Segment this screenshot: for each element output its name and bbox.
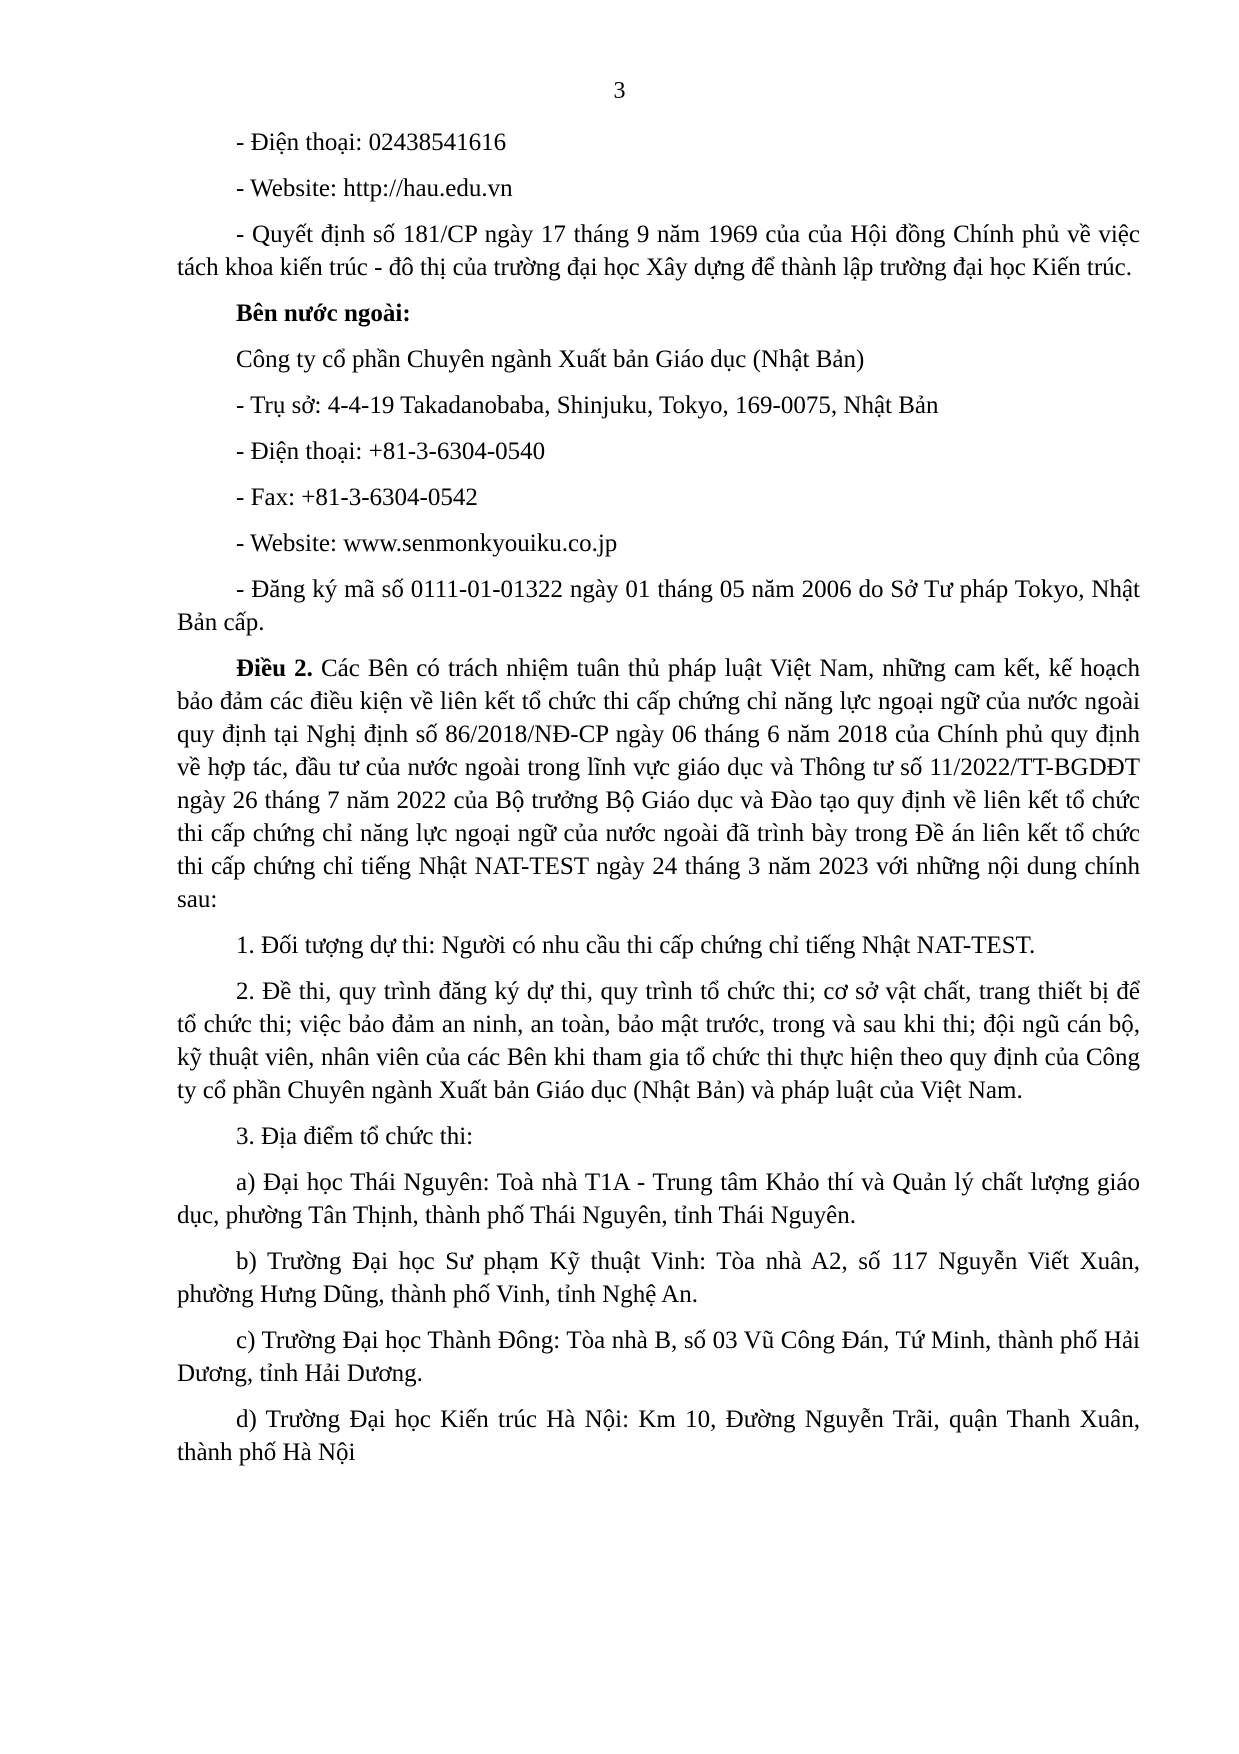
article-2-text: Các Bên có trách nhiệm tuân thủ pháp luật Việt Nam, những cam kết, kế hoạch bảo đảm các điều kiện về liên kết tổ chức thi cấp chứng chỉ năng lực ngoại ngữ của nước ngoài quy định tại Nghị định số 86/2018/NĐ-CP ngày 06 tháng 6 năm 2018 của Chính phủ quy định về hợp tác, đầu tư của nước ngoài trong lĩnh vực giáo dục và Thông tư số 11/2022/TT-BGDĐT ngày 26 tháng 7 năm 2022 của Bộ trưởng Bộ Giáo dục và Đào tạo quy định về liên kết tổ chức thi cấp chứng chỉ năng lực ngoại ngữ của nước ngoài đã trình bày trong Đề án liên kết tổ chức thi cấp chứng chỉ tiếng Nhật NAT-TEST ngày 24 tháng 3 năm 2023 với những nội dung chính sau: [177,655,1140,913]
item-3d-paragraph: d) Trường Đại học Kiến trúc Hà Nội: Km 10, Đường Nguyễn Trãi, quận Thanh Xuân, thành phố Hà Nội [177,1406,1140,1466]
company-name-line: Công ty cổ phần Chuyên ngành Xuất bản Giáo dục (Nhật Bản) [236,346,865,373]
item-2-paragraph: 2. Đề thi, quy trình đăng ký dự thi, quy trình tổ chức thi; cơ sở vật chất, trang thiết bị để tổ chức thi; việc bảo đảm an ninh, an toàn, bảo mật trước, trong và sau khi thi; đội ngũ cán bộ, kỹ thuật viên, nhân viên của các Bên khi tham gia tổ chức thi thực hiện theo quy định của Công ty cổ phần Chuyên ngành Xuất bản Giáo dục (Nhật Bản) và pháp luật của Việt Nam. [177,978,1140,1104]
item-3-heading: 3. Địa điểm tổ chức thi: [236,1123,474,1150]
item-3a-paragraph: a) Đại học Thái Nguyên: Toà nhà T1A - Trung tâm Khảo thí và Quản lý chất lượng giáo dục, phường Tân Thịnh, thành phố Thái Nguyên, tỉnh Thái Nguyên. [177,1169,1140,1229]
fax-jp-line: - Fax: +81-3-6304-0542 [236,484,478,511]
item-1-paragraph: 1. Đối tượng dự thi: Người có nhu cầu thi cấp chứng chỉ tiếng Nhật NAT-TEST. [236,932,1036,959]
decision-paragraph: - Quyết định số 181/CP ngày 17 tháng 9 năm 1969 của của Hội đồng Chính phủ về việc tách khoa kiến trúc - đô thị của trường đại học Xây dựng để thành lập trường đại học Kiến trúc. [177,221,1140,281]
website-jp-line: - Website: www.senmonkyouiku.co.jp [236,530,618,557]
article-2-paragraph [177,652,1140,916]
headquarters-line: - Trụ sở: 4-4-19 Takadanobaba, Shinjuku, Tokyo, 169-0075, Nhật Bản [236,392,939,419]
article-2-label: Điều 2. [236,655,313,682]
document-body [177,126,1140,1482]
website-vn-line: - Website: http://hau.edu.vn [236,175,513,202]
registration-paragraph: - Đăng ký mã số 0111-01-01322 ngày 01 tháng 05 năm 2006 do Sở Tư pháp Tokyo, Nhật Bản cấp. [177,576,1140,636]
foreign-party-heading: Bên nước ngoài: [236,300,411,327]
item-3b-paragraph: b) Trường Đại học Sư phạm Kỹ thuật Vinh: Tòa nhà A2, số 117 Nguyễn Viết Xuân, phường Hưng Dũng, thành phố Vinh, tỉnh Nghệ An. [177,1248,1140,1308]
phone-vn-line: - Điện thoại: 02438541616 [236,129,507,156]
page-number: 3 [613,78,626,104]
item-3c-paragraph: c) Trường Đại học Thành Đông: Tòa nhà B, số 03 Vũ Công Đán, Tứ Minh, thành phố Hải Dương, tỉnh Hải Dương. [177,1327,1140,1387]
phone-jp-line: - Điện thoại: +81-3-6304-0540 [236,438,546,465]
